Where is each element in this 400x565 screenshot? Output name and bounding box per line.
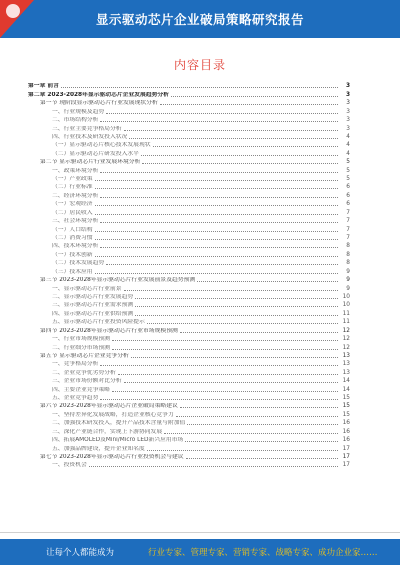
toc-entry[interactable] bbox=[28, 175, 350, 183]
toc-entry[interactable] bbox=[28, 225, 350, 233]
toc-entry[interactable] bbox=[28, 217, 350, 225]
toc-entry-page: 9 bbox=[346, 268, 350, 275]
footer-divider bbox=[0, 532, 400, 533]
toc-entry-text: 一、显示驱动芯片行业前景 bbox=[52, 285, 122, 292]
toc-entry-text: 一、投资机会 bbox=[52, 462, 87, 469]
footer-slogan-left: 让每个人都能成为 bbox=[46, 548, 115, 558]
toc-entry[interactable] bbox=[28, 149, 350, 157]
toc-entry-page: 14 bbox=[342, 386, 350, 393]
toc-entry-page: 14 bbox=[342, 378, 350, 385]
table-of-contents bbox=[28, 82, 350, 469]
footer-bar bbox=[0, 539, 400, 565]
toc-entry-text: 第六节 2023-2028年显示驱动芯片企业破局策略建议 bbox=[40, 403, 178, 410]
toc-entry[interactable] bbox=[28, 200, 350, 208]
toc-leader-dots bbox=[160, 104, 338, 105]
toc-entry-page: 6 bbox=[346, 192, 350, 199]
toc-entry-text: （三）技术应用 bbox=[52, 268, 93, 275]
toc-leader-dots bbox=[95, 205, 338, 206]
toc-entry[interactable] bbox=[28, 124, 350, 132]
toc-entry[interactable] bbox=[28, 343, 350, 351]
toc-entry[interactable] bbox=[28, 166, 350, 174]
toc-entry[interactable] bbox=[28, 394, 350, 402]
toc-leader-dots bbox=[112, 349, 338, 350]
toc-leader-dots bbox=[112, 391, 338, 392]
toc-entry-text: 第一章 前言 bbox=[28, 83, 60, 90]
toc-entry-text: （一）显示驱动芯片核心技术发展现状 bbox=[52, 142, 151, 149]
toc-heading: 内容目录 bbox=[173, 58, 226, 72]
toc-entry[interactable] bbox=[28, 141, 350, 149]
toc-leader-dots bbox=[95, 214, 338, 215]
toc-entry-page: 5 bbox=[346, 176, 350, 183]
toc-leader-dots bbox=[141, 155, 338, 156]
toc-entry-text: 第二章 2023-2028年显示驱动芯片企业发展趋势分析 bbox=[28, 91, 170, 98]
toc-entry-text: 第一节 现阶段显示驱动芯片行业发展现状分析 bbox=[40, 100, 158, 107]
toc-entry-text: 第二节 显示驱动芯片行业发展环境分析 bbox=[40, 159, 141, 166]
toc-leader-dots bbox=[180, 332, 338, 333]
toc-entry-text: （一）人口结构 bbox=[52, 226, 93, 233]
toc-entry[interactable] bbox=[28, 208, 350, 216]
toc-entry-text: 五、企业竞争趋势 bbox=[52, 395, 99, 402]
toc-entry-text: 一、政策环境分析 bbox=[52, 167, 99, 174]
toc-entry-text: 二、企业竞争优劣势分析 bbox=[52, 369, 116, 376]
toc-leader-dots bbox=[187, 424, 338, 425]
toc-entry[interactable] bbox=[28, 191, 350, 199]
toc-entry[interactable] bbox=[28, 461, 350, 469]
toc-entry[interactable] bbox=[28, 90, 350, 98]
toc-entry-page: 7 bbox=[346, 209, 350, 216]
toc-entry-text: 二、经济环境分析 bbox=[52, 192, 99, 199]
toc-entry-page: 9 bbox=[346, 277, 350, 284]
toc-entry-text: （二）技术发展趋势 bbox=[52, 260, 105, 267]
toc-entry-text: 二、行业细分市场预测 bbox=[52, 344, 110, 351]
toc-entry[interactable] bbox=[28, 352, 350, 360]
toc-entry-page: 15 bbox=[342, 403, 350, 410]
toc-entry-page: 3 bbox=[345, 91, 350, 98]
toc-entry[interactable] bbox=[28, 419, 350, 427]
toc-entry-text: 一、行业规模及趋势 bbox=[52, 108, 105, 115]
toc-entry-page: 17 bbox=[342, 453, 350, 460]
toc-entry-text: 二、市场结构分析 bbox=[52, 117, 99, 124]
toc-leader-dots bbox=[100, 247, 338, 248]
toc-entry-page: 6 bbox=[346, 184, 350, 191]
toc-leader-dots bbox=[100, 121, 338, 122]
toc-leader-dots bbox=[135, 306, 338, 307]
toc-entry[interactable] bbox=[28, 276, 350, 284]
toc-entry-page: 17 bbox=[342, 462, 350, 469]
toc-entry-text: （二）居民收入 bbox=[52, 209, 93, 216]
toc-leader-dots bbox=[100, 399, 338, 400]
toc-entry-page: 9 bbox=[346, 285, 350, 292]
toc-entry[interactable] bbox=[28, 453, 350, 461]
toc-entry-page: 7 bbox=[346, 226, 350, 233]
toc-entry[interactable] bbox=[28, 301, 350, 309]
toc-entry[interactable] bbox=[28, 410, 350, 418]
toc-leader-dots bbox=[95, 231, 338, 232]
toc-entry-text: （一）宏观经济 bbox=[52, 201, 93, 208]
toc-entry[interactable] bbox=[28, 234, 350, 242]
toc-entry[interactable] bbox=[28, 293, 350, 301]
toc-leader-dots bbox=[100, 365, 338, 366]
toc-entry-text: 第五节 显示驱动芯片企业竞争分析 bbox=[40, 352, 129, 359]
toc-entry-page: 5 bbox=[346, 167, 350, 174]
toc-entry[interactable] bbox=[28, 267, 350, 275]
toc-entry[interactable] bbox=[28, 158, 350, 166]
toc-leader-dots bbox=[129, 138, 338, 139]
toc-leader-dots bbox=[197, 281, 338, 282]
toc-entry-page: 10 bbox=[342, 293, 350, 300]
toc-entry-page: 7 bbox=[346, 235, 350, 242]
toc-entry-page: 5 bbox=[346, 159, 350, 166]
toc-leader-dots bbox=[100, 172, 338, 173]
toc-entry-text: 第七节 2023-2028年显示驱动芯片行业投资机会与建议 bbox=[40, 453, 184, 460]
toc-entry-text: 三、深化产业链合作，实现上下游协同发展 bbox=[52, 428, 163, 435]
toc-entry[interactable] bbox=[28, 335, 350, 343]
toc-leader-dots bbox=[95, 239, 338, 240]
toc-entry[interactable] bbox=[28, 116, 350, 124]
toc-entry-page: 7 bbox=[346, 218, 350, 225]
toc-entry[interactable] bbox=[28, 360, 350, 368]
toc-entry-text: 二、显示驱动芯片行业发展趋势 bbox=[52, 293, 134, 300]
toc-entry-text: （二）行业标准 bbox=[52, 184, 93, 191]
toc-leader-dots bbox=[142, 163, 338, 164]
toc-entry-page: 16 bbox=[342, 428, 350, 435]
toc-entry-text: 一、坚持差异化发展战略，打造企业核心竞争力 bbox=[52, 411, 174, 418]
toc-entry-text: 四、拓展AMOLED及Mini/Micro LED新兴应用市场 bbox=[52, 437, 184, 444]
toc-entry[interactable] bbox=[28, 326, 350, 334]
toc-leader-dots bbox=[186, 458, 338, 459]
toc-entry[interactable] bbox=[28, 82, 350, 90]
toc-entry[interactable] bbox=[28, 402, 350, 410]
toc-entry-page: 8 bbox=[346, 251, 350, 258]
toc-leader-dots bbox=[89, 466, 338, 467]
toc-entry[interactable] bbox=[28, 377, 350, 385]
toc-entry-text: 三、社会环境分析 bbox=[52, 218, 99, 225]
toc-entry-page: 13 bbox=[342, 361, 350, 368]
toc-leader-dots bbox=[124, 130, 338, 131]
toc-entry-page: 6 bbox=[346, 201, 350, 208]
toc-entry-text: 一、行业市场规模预测 bbox=[52, 336, 110, 343]
toc-leader-dots bbox=[61, 87, 338, 88]
toc-entry-page: 10 bbox=[342, 302, 350, 309]
toc-leader-dots bbox=[147, 323, 338, 324]
toc-entry-text: （二）显示驱动芯片研发投入水平 bbox=[52, 150, 139, 157]
toc-entry-page: 15 bbox=[342, 395, 350, 402]
toc-entry[interactable] bbox=[28, 318, 350, 326]
toc-entry-page: 3 bbox=[346, 117, 350, 124]
toc-entry-page: 8 bbox=[346, 260, 350, 267]
toc-entry-page: 11 bbox=[342, 319, 350, 326]
toc-entry-text: 四、显示驱动芯片行业供给预测 bbox=[52, 310, 134, 317]
report-header-bar bbox=[0, 0, 400, 38]
toc-entry-text: 五、显示驱动芯片行业投资风险提示 bbox=[52, 319, 145, 326]
toc-leader-dots bbox=[164, 433, 338, 434]
toc-entry-text: 三、显示驱动芯片行业需求预测 bbox=[52, 302, 134, 309]
toc-leader-dots bbox=[153, 146, 338, 147]
footer-slogan-right: 行业专家、管理专家、营销专家、战略专家、成功企业家…… bbox=[148, 548, 378, 558]
toc-leader-dots bbox=[106, 113, 338, 114]
toc-entry[interactable] bbox=[28, 259, 350, 267]
toc-leader-dots bbox=[131, 357, 338, 358]
toc-leader-dots bbox=[118, 374, 338, 375]
toc-leader-dots bbox=[180, 407, 338, 408]
toc-entry-text: 第四节 2023-2028年显示驱动芯片行业市场规模预测 bbox=[40, 327, 178, 334]
toc-leader-dots bbox=[100, 197, 338, 198]
toc-entry[interactable] bbox=[28, 309, 350, 317]
toc-leader-dots bbox=[124, 382, 338, 383]
toc-entry[interactable] bbox=[28, 133, 350, 141]
toc-entry-page: 3 bbox=[346, 100, 350, 107]
toc-entry[interactable] bbox=[28, 99, 350, 107]
toc-leader-dots bbox=[176, 416, 338, 417]
toc-entry-page: 4 bbox=[346, 142, 350, 149]
toc-entry-text: 二、加强技术研发投入，提升产品技术含量与附加值 bbox=[52, 420, 186, 427]
toc-leader-dots bbox=[147, 450, 338, 451]
toc-leader-dots bbox=[95, 273, 338, 274]
toc-entry-text: 三、行业主要竞争格局分析 bbox=[52, 125, 122, 132]
toc-leader-dots bbox=[95, 180, 338, 181]
toc-entry-page: 12 bbox=[342, 336, 350, 343]
toc-leader-dots bbox=[95, 188, 338, 189]
toc-entry-page: 16 bbox=[342, 437, 350, 444]
toc-entry[interactable] bbox=[28, 242, 350, 250]
toc-entry[interactable] bbox=[28, 427, 350, 435]
toc-entry-page: 12 bbox=[342, 327, 350, 334]
toc-entry[interactable] bbox=[28, 436, 350, 444]
toc-entry-text: 一、竞争格局分析 bbox=[52, 361, 99, 368]
toc-entry-page: 15 bbox=[342, 411, 350, 418]
toc-entry-text: 四、技术环境分析 bbox=[52, 243, 99, 250]
toc-entry[interactable] bbox=[28, 385, 350, 393]
toc-entry-text: 三、企业市场份额对比分析 bbox=[52, 378, 122, 385]
toc-entry-page: 3 bbox=[346, 108, 350, 115]
toc-entry[interactable] bbox=[28, 107, 350, 115]
toc-leader-dots bbox=[124, 290, 338, 291]
toc-entry-page: 12 bbox=[342, 344, 350, 351]
toc-entry-page: 13 bbox=[342, 369, 350, 376]
toc-leader-dots bbox=[171, 96, 338, 97]
toc-entry-page: 11 bbox=[342, 310, 350, 317]
report-title: 显示驱动芯片企业破局策略研究报告 bbox=[95, 12, 304, 27]
toc-entry[interactable] bbox=[28, 183, 350, 191]
toc-entry[interactable] bbox=[28, 284, 350, 292]
toc-leader-dots bbox=[95, 256, 338, 257]
toc-leader-dots bbox=[100, 222, 338, 223]
toc-entry-page: 16 bbox=[342, 420, 350, 427]
toc-entry-page: 8 bbox=[346, 243, 350, 250]
toc-entry-text: 第三节 2023-2028年显示驱动芯片行业发展前景及趋势预测 bbox=[40, 277, 196, 284]
toc-leader-dots bbox=[135, 298, 338, 299]
toc-leader-dots bbox=[135, 315, 338, 316]
toc-leader-dots bbox=[185, 441, 338, 442]
toc-entry[interactable] bbox=[28, 444, 350, 452]
toc-entry[interactable] bbox=[28, 250, 350, 258]
toc-entry-page: 4 bbox=[346, 133, 350, 140]
toc-entry-page: 17 bbox=[342, 445, 350, 452]
toc-entry-page: 3 bbox=[345, 83, 350, 90]
toc-entry-text: 四、行业技术及研发投入状况 bbox=[52, 133, 128, 140]
toc-entry-text: （一）技术创新 bbox=[52, 251, 93, 258]
toc-entry-page: 13 bbox=[342, 352, 350, 359]
toc-entry[interactable] bbox=[28, 368, 350, 376]
toc-entry-text: 四、主要企业竞争策略 bbox=[52, 386, 110, 393]
toc-entry-text: （二）消费习惯 bbox=[52, 235, 93, 242]
toc-leader-dots bbox=[112, 340, 338, 341]
toc-entry-text: 五、加强品牌建设，提升企业知名度 bbox=[52, 445, 145, 452]
toc-leader-dots bbox=[106, 264, 338, 265]
toc-entry-page: 3 bbox=[346, 125, 350, 132]
toc-entry-page: 4 bbox=[346, 150, 350, 157]
toc-entry-text: （一）产业政策 bbox=[52, 176, 93, 183]
